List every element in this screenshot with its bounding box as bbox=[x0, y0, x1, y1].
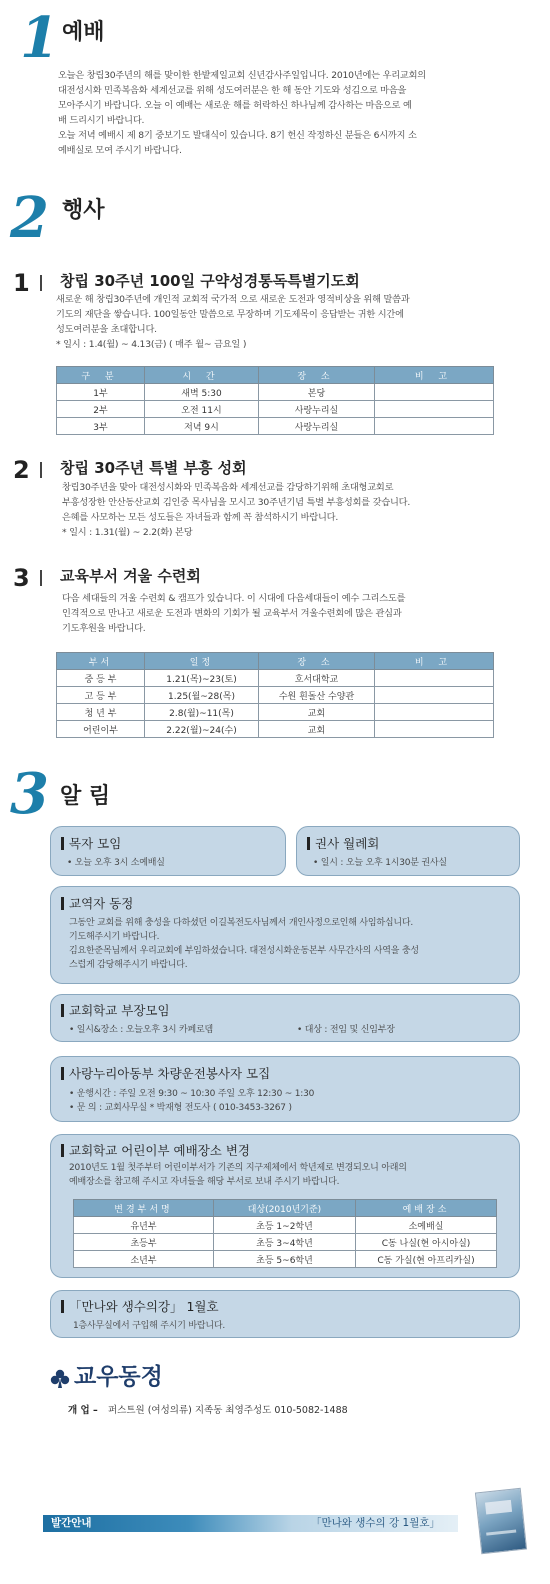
table-cell bbox=[375, 687, 494, 704]
notice-body bbox=[69, 1087, 513, 1115]
table-cell: 유년부 bbox=[74, 1217, 214, 1234]
worship-place-table bbox=[73, 1199, 497, 1268]
table-cell bbox=[375, 670, 494, 687]
table-header: 변경부서명 bbox=[74, 1200, 214, 1217]
notice-body: • 오늘 오후 3시 소예배실 bbox=[67, 858, 165, 868]
text-line: 배 드리시기 바랍니다. bbox=[58, 115, 145, 126]
text-line: 부흥성장한 안산동산교회 김인중 목사님을 모시고 30주년기념 특별 부흥성회를 갖습니다. bbox=[62, 497, 411, 508]
table-cell bbox=[375, 401, 494, 418]
text-line: 기도후원을 바랍니다. bbox=[62, 623, 146, 634]
text-line: 2010년도 1월 첫주부터 어린이부서가 기존의 지구제체에서 학년제로 변경되오니 아래의 bbox=[69, 1163, 407, 1173]
text-line: 오늘은 창립30주년의 해를 맞이한 한밭제일교회 신년감사주일입니다. 2010년에는 우리교회의 bbox=[58, 70, 426, 81]
table-row bbox=[57, 704, 494, 721]
table-header-row bbox=[57, 367, 494, 384]
club-icon bbox=[50, 1368, 70, 1390]
notice-body: • 일시&장소 : 오늘오후 3시 카페로뎀 bbox=[69, 1025, 214, 1035]
footer-bar bbox=[43, 1515, 458, 1532]
text-line: 모아주시기 바랍니다. 오늘 이 예배는 새로운 해를 허락하신 하나님께 감사하는 마음으로 예 bbox=[58, 100, 412, 111]
table-cell: 1부 bbox=[57, 384, 145, 401]
notice-title: 사랑누리아동부 차량운전봉사자 모집 bbox=[61, 1066, 270, 1082]
table-row bbox=[57, 384, 494, 401]
event-1-schedule-table bbox=[56, 366, 494, 435]
table-cell bbox=[375, 418, 494, 435]
text-line: 다음 세대들의 겨울 수련회 & 캠프가 있습니다. 이 시대에 다음세대들이 예수 그리스도를 bbox=[62, 593, 406, 604]
alumni-news-title: 교우동정 bbox=[74, 1364, 163, 1390]
divider bbox=[40, 570, 42, 586]
text-line: • 운행시간 : 주일 오전 9:30 ~ 10:30 주일 오후 12:30 ~ 1:30 bbox=[69, 1089, 315, 1099]
notice-manna-magazine bbox=[50, 1290, 520, 1338]
event-1-title: 창립 30주년 100일 구약성경통독특별기도회 bbox=[60, 272, 360, 290]
notice-school-heads-meeting bbox=[50, 994, 520, 1042]
notice-body bbox=[69, 916, 513, 972]
worship-paragraph-1 bbox=[58, 68, 508, 158]
table-header: 비 고 bbox=[375, 653, 494, 670]
event-3-number: 3 bbox=[13, 564, 30, 592]
text-line: 그동안 교회를 위해 충성을 다하셨던 이길복전도사님께서 개인사정으로인해 사임하십니다. bbox=[69, 918, 414, 928]
notice-title: 권사 월례회 bbox=[307, 836, 379, 852]
table-header-row bbox=[57, 653, 494, 670]
notice-title: 목자 모임 bbox=[61, 836, 121, 852]
notice-title: 교역자 동정 bbox=[61, 896, 133, 912]
table-cell bbox=[375, 384, 494, 401]
table-cell: 초등 3~4학년 bbox=[214, 1234, 356, 1251]
table-cell bbox=[375, 704, 494, 721]
table-cell: 2.8(월)~11(목) bbox=[145, 704, 259, 721]
table-cell: 어린이부 bbox=[57, 721, 145, 738]
notice-title: 「만나와 생수의강」 1월호 bbox=[61, 1299, 219, 1315]
notice-body-target: • 대상 : 전임 및 신임부장 bbox=[297, 1025, 395, 1035]
table-header: 일정 bbox=[145, 653, 259, 670]
alumni-label: 개 업 – bbox=[68, 1405, 98, 1416]
table-cell: 호서대학교 bbox=[259, 670, 375, 687]
table-cell: 교회 bbox=[259, 721, 375, 738]
event-2-title: 창립 30주년 특별 부흥 성회 bbox=[60, 459, 247, 477]
table-cell: C동 나실(현 아시아실) bbox=[356, 1234, 497, 1251]
text-line: 대전성시화 민족복음화 세계선교를 위해 성도여러분은 한 해 동안 기도와 성김으로 마음을 bbox=[58, 85, 407, 96]
table-cell: 교회 bbox=[259, 704, 375, 721]
table-cell: 본당 bbox=[259, 384, 375, 401]
table-header-row bbox=[74, 1200, 497, 1217]
event-1-date-note: * 일시 : 1.4(월) ~ 4.13(금) ( 매주 월~ 금요일 ) bbox=[56, 339, 247, 350]
text-line: 창립30주년을 맞아 대전성시화와 민족복음화 세계선교를 감당하기위해 초대형교회로 bbox=[62, 482, 394, 493]
table-header: 대상(2010년기준) bbox=[214, 1200, 356, 1217]
table-cell: 청 년 부 bbox=[57, 704, 145, 721]
table-cell: 1.25(월~28(목) bbox=[145, 687, 259, 704]
section-2-title: 행사 bbox=[62, 198, 105, 223]
event-3-body bbox=[62, 591, 502, 636]
table-row bbox=[57, 687, 494, 704]
text-line: 기도해주시기 바랍니다. bbox=[69, 932, 160, 942]
footer-magazine-name: 「만나와 생수의 강 1월호」 bbox=[311, 1517, 440, 1529]
notice-staff-news bbox=[50, 886, 520, 984]
cover-stripe bbox=[486, 1529, 516, 1535]
notice-pastors-meeting bbox=[50, 826, 286, 876]
table-cell: 초등 1~2학년 bbox=[214, 1217, 356, 1234]
text-line: 은혜를 사모하는 모든 성도들은 자녀들과 함께 꼭 참석하시기 바랍니다. bbox=[62, 512, 339, 523]
table-cell: 저녁 9시 bbox=[145, 418, 259, 435]
table-header: 장 소 bbox=[259, 653, 375, 670]
table-header: 예배장소 bbox=[356, 1200, 497, 1217]
table-cell: 수원 흰돌산 수양관 bbox=[259, 687, 375, 704]
notice-children-worship-change bbox=[50, 1134, 520, 1278]
table-cell: 2.22(월)~24(수) bbox=[145, 721, 259, 738]
table-header: 구 분 bbox=[57, 367, 145, 384]
text-line: 김요한준목님께서 우리교회에 부임하셨습니다. 대전성시화운동본부 사무간사의 사역을 충성 bbox=[69, 946, 419, 956]
table-cell: 3부 bbox=[57, 418, 145, 435]
table-cell: 사랑누리실 bbox=[259, 401, 375, 418]
table-header: 시 간 bbox=[145, 367, 259, 384]
table-cell: 사랑누리실 bbox=[259, 418, 375, 435]
text-line: 새로운 해 창립30주년에 개인적 교회적 국가적 으로 새로운 도전과 영적비상을 위해 말씀과 bbox=[56, 294, 410, 305]
event-2-number: 2 bbox=[13, 456, 30, 484]
table-row bbox=[57, 401, 494, 418]
table-row bbox=[57, 721, 494, 738]
section-3-title: 알 림 bbox=[60, 784, 111, 809]
notice-title: 교회학교 어린이부 예배장소 변경 bbox=[61, 1143, 250, 1159]
notice-body bbox=[69, 1161, 517, 1189]
alumni-text: 퍼스트원 (여성의류) 지족동 최영주성도 010-5082-1488 bbox=[108, 1405, 348, 1416]
table-cell: 새벽 5:30 bbox=[145, 384, 259, 401]
text-line: • 문 의 : 교회사무실 * 박재형 전도사 ( 010-3453-3267 ) bbox=[69, 1103, 292, 1113]
magazine-cover-image bbox=[475, 1488, 527, 1554]
section-1-title: 예배 bbox=[62, 20, 105, 45]
table-row bbox=[74, 1234, 497, 1251]
table-cell: 소년부 bbox=[74, 1251, 214, 1268]
divider bbox=[40, 462, 42, 478]
notice-title: 교회학교 부장모임 bbox=[61, 1003, 170, 1019]
table-row bbox=[74, 1251, 497, 1268]
event-3-title: 교육부서 겨울 수련회 bbox=[60, 567, 201, 585]
text-line: 스럽게 감당해주시기 바랍니다. bbox=[69, 960, 188, 970]
text-line: 인격적으로 만나고 새로운 도전과 변화의 기회가 될 교육부서 겨울수련회에 많은 관심과 bbox=[62, 608, 402, 619]
table-row bbox=[74, 1217, 497, 1234]
table-cell: 초등 5~6학년 bbox=[214, 1251, 356, 1268]
table-cell: 고 등 부 bbox=[57, 687, 145, 704]
section-1-number: 1 bbox=[20, 5, 59, 71]
event-2-body bbox=[62, 480, 502, 540]
table-cell: C동 가실(현 아프리카실) bbox=[356, 1251, 497, 1268]
table-cell: 중 등 부 bbox=[57, 670, 145, 687]
notice-body: 1층사무실에서 구입해 주시기 바랍니다. bbox=[73, 1321, 226, 1331]
table-cell: 2부 bbox=[57, 401, 145, 418]
table-header: 비 고 bbox=[375, 367, 494, 384]
notice-volunteer-drivers bbox=[50, 1056, 520, 1122]
text-line: 성도여러분을 초대합니다. bbox=[56, 324, 157, 335]
event-1-body bbox=[56, 292, 506, 352]
event-1-number: 1 bbox=[13, 269, 30, 297]
table-header: 부서 bbox=[57, 653, 145, 670]
section-2-number: 2 bbox=[10, 185, 49, 251]
text-line: 예배장소를 참고해 주시고 자녀들을 해당 부서로 보내 주시기 바랍니다. bbox=[69, 1177, 340, 1187]
event-3-retreat-table bbox=[56, 652, 494, 738]
table-cell: 초등부 bbox=[74, 1234, 214, 1251]
footer-publication-label: 발간안내 bbox=[51, 1517, 92, 1529]
event-2-date-note: * 일시 : 1.31(월) ~ 2.2(화) 본당 bbox=[62, 527, 193, 538]
cover-title-block bbox=[485, 1500, 512, 1515]
text-line: 기도의 재단을 쌓습니다. 100일동안 말씀으로 무장하며 기도제목이 응답받는 귀한 시간에 bbox=[56, 309, 404, 320]
table-cell: 1.21(목)~23(토) bbox=[145, 670, 259, 687]
table-row bbox=[57, 418, 494, 435]
table-row bbox=[57, 670, 494, 687]
section-3-number: 3 bbox=[10, 761, 49, 827]
table-cell: 소예배실 bbox=[356, 1217, 497, 1234]
divider bbox=[40, 275, 42, 291]
table-cell: 오전 11시 bbox=[145, 401, 259, 418]
notice-body: • 일시 : 오늘 오후 1시30분 권사실 bbox=[313, 858, 447, 868]
text-line: 예배실로 모여 주시기 바랍니다. bbox=[58, 145, 182, 156]
table-cell bbox=[375, 721, 494, 738]
table-header: 장 소 bbox=[259, 367, 375, 384]
text-line: 오늘 저녁 예배시 제 8기 중보기도 발대식이 있습니다. 8기 헌신 작정하신 분들은 6시까지 소 bbox=[58, 130, 417, 141]
notice-deaconess-meeting bbox=[296, 826, 520, 876]
